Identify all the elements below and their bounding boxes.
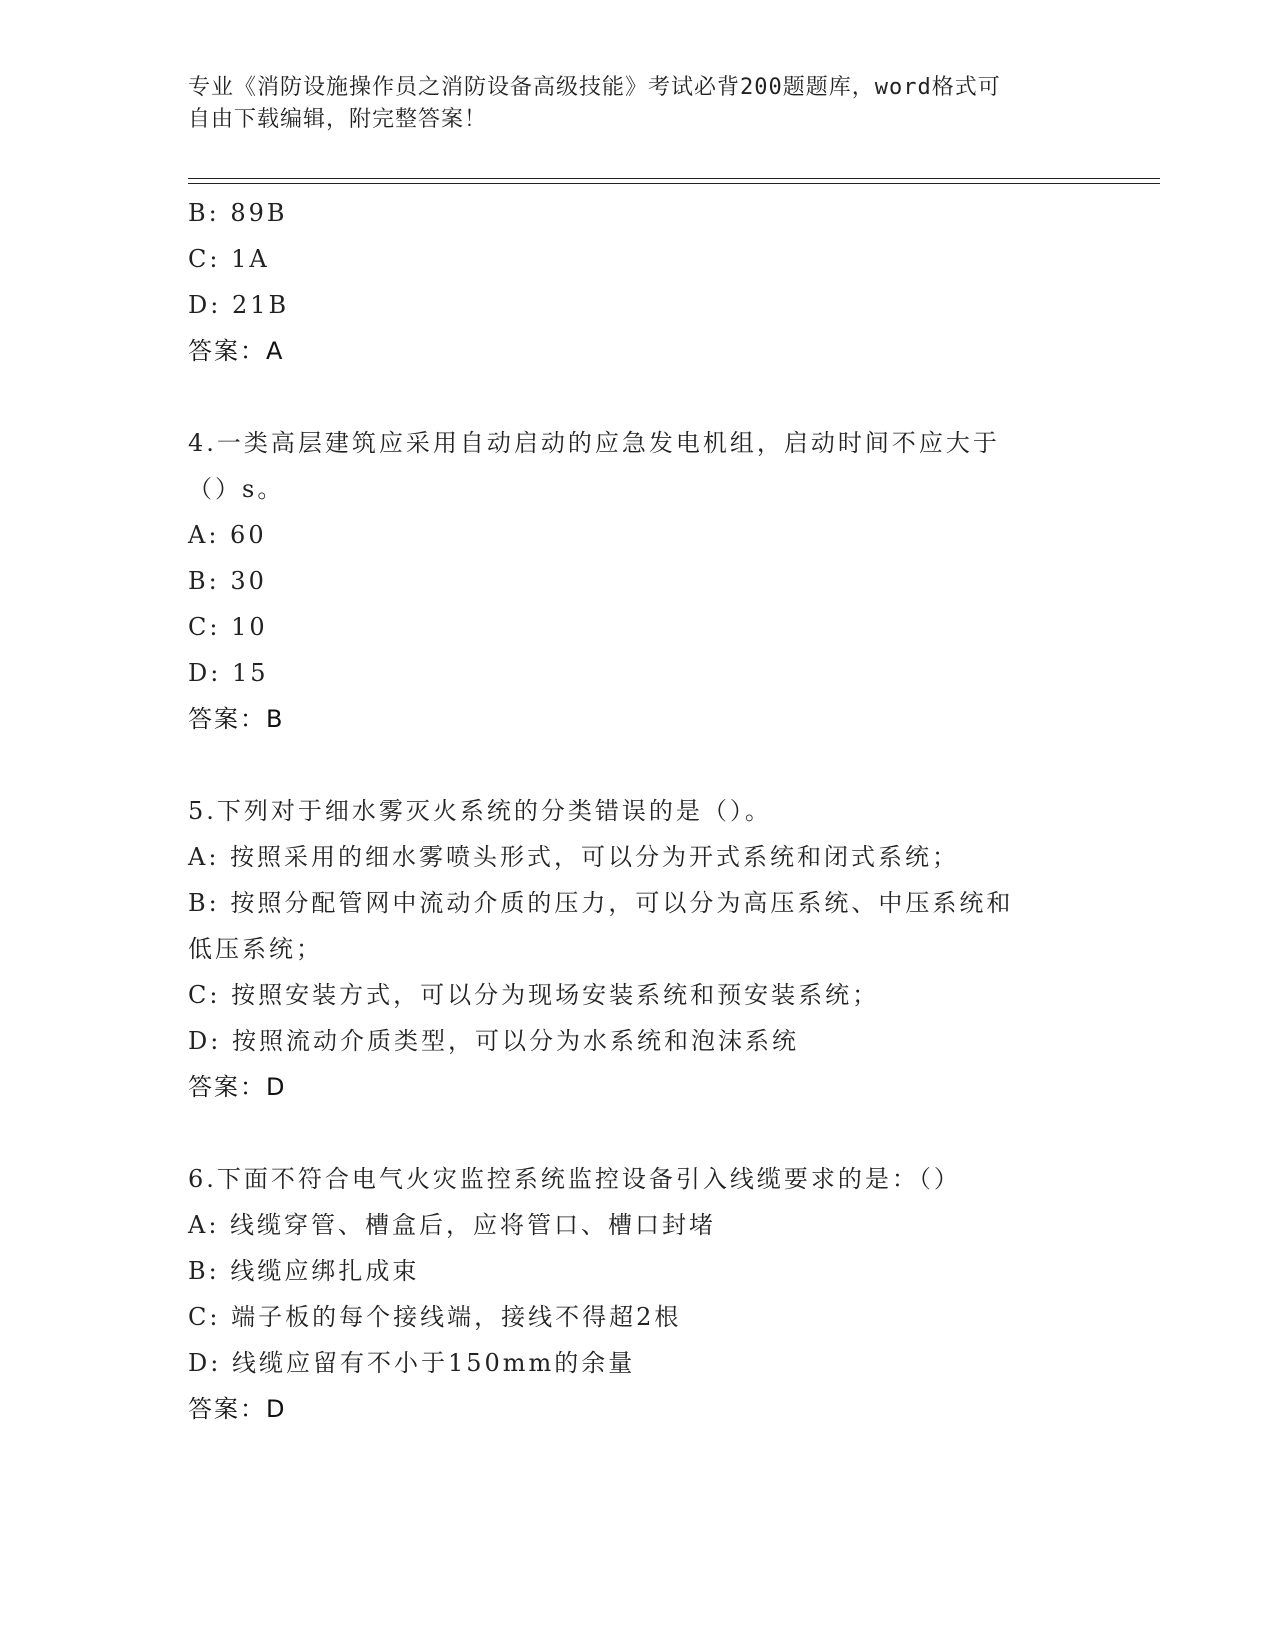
option-c: C: 端子板的每个接线端，接线不得超2根 <box>188 1303 682 1331</box>
option-b: B: 30 <box>188 567 267 595</box>
option-c: C: 1A <box>188 245 270 273</box>
question-list <box>188 190 1108 1432</box>
option-a: A: 线缆穿管、槽盒后，应将管口、槽口封堵 <box>188 1211 717 1239</box>
header-divider-top <box>188 178 1160 179</box>
question-stem-line-1: 4.一类高层建筑应采用自动启动的应急发电机组，启动时间不应大于 <box>188 429 1000 457</box>
option-b: B: 线缆应绑扎成束 <box>188 1257 420 1285</box>
option-d: D: 按照流动介质类型，可以分为水系统和泡沫系统 <box>188 1027 799 1055</box>
answer-line: 答案：D <box>188 1395 287 1423</box>
header-title-line-1: 专业《消防设施操作员之消防设备高级技能》考试必背200题题库，word格式可 <box>188 75 1001 100</box>
header-title-line-2: 自由下载编辑，附完整答案！ <box>188 107 488 132</box>
spacer <box>188 374 1108 420</box>
option-b: B: 89B <box>188 199 288 227</box>
option-c: C: 10 <box>188 613 268 641</box>
spacer <box>188 742 1108 788</box>
question-4 <box>188 420 1108 742</box>
question-stem: 6.下面不符合电气火灾监控系统监控设备引入线缆要求的是：（） <box>188 1165 961 1193</box>
answer-line: 答案：B <box>188 705 285 733</box>
header-divider-bottom <box>188 183 1160 184</box>
spacer <box>188 1110 1108 1156</box>
question-3-tail <box>188 190 1108 374</box>
option-b-line-1: B: 按照分配管网中流动介质的压力，可以分为高压系统、中压系统和 <box>188 889 1014 917</box>
option-a: A: 60 <box>188 521 267 549</box>
answer-line: 答案：A <box>188 337 285 365</box>
option-a: A: 按照采用的细水雾喷头形式，可以分为开式系统和闭式系统； <box>188 843 960 871</box>
question-5 <box>188 788 1108 1110</box>
option-c: C: 按照安装方式，可以分为现场安装系统和预安装系统； <box>188 981 880 1009</box>
option-d: D: 15 <box>188 659 269 687</box>
answer-line: 答案：D <box>188 1073 287 1101</box>
question-stem: 5.下列对于细水雾灭火系统的分类错误的是（）。 <box>188 797 772 825</box>
document-header <box>188 72 1088 136</box>
option-b-line-2: 低压系统； <box>188 935 323 963</box>
question-6 <box>188 1156 1108 1432</box>
question-stem-line-2: （）s。 <box>188 475 285 503</box>
option-d: D: 21B <box>188 291 290 319</box>
option-d: D: 线缆应留有不小于150mm的余量 <box>188 1349 636 1377</box>
